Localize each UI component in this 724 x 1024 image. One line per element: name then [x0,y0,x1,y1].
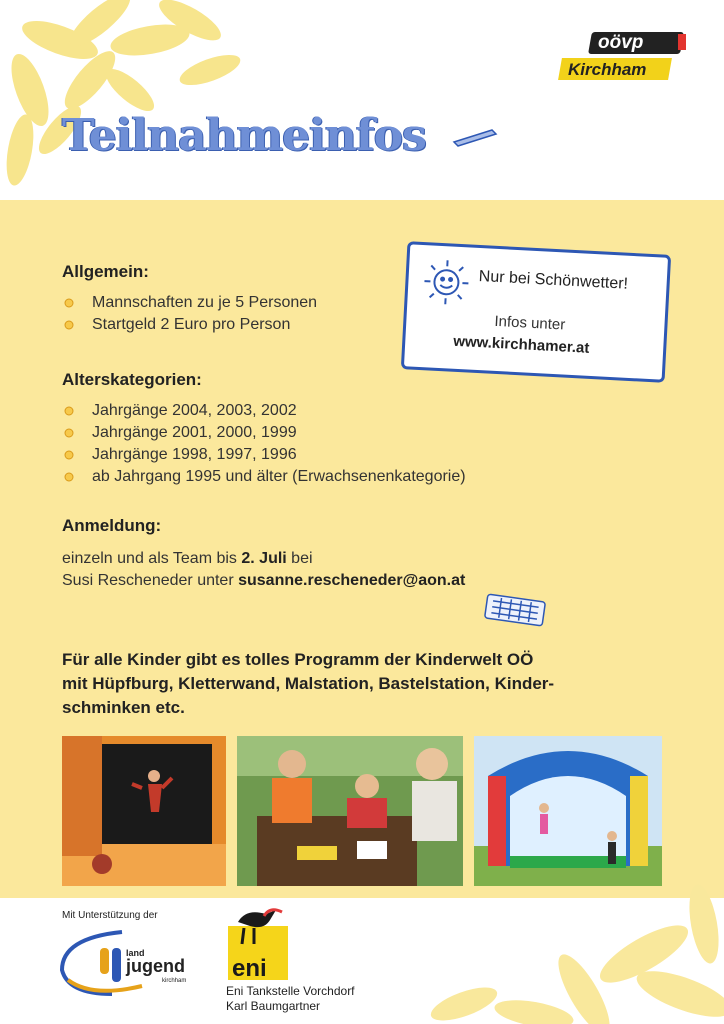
photo-craft-station [237,736,463,886]
flower-decoration-top [0,0,260,200]
age-heading: Alterskategorien: [62,370,202,389]
weather-note [401,241,671,383]
eni-logo [224,904,294,984]
photo-climbing-wall [62,736,226,886]
registration-text: einzeln und als Team bis 2. Juli bei Susi Rescheneder unter susanne.rescheneder@aon.at [62,550,466,589]
lj-name-text: jugend [126,956,185,976]
page-title: Teilnahmeinfos [62,110,426,161]
bullet-icon [64,472,74,482]
bullet-icon [64,450,74,460]
bullet-icon [64,320,74,330]
website-link[interactable]: www.kirchhamer.at [452,332,590,357]
weather-text: Nur bei Schönwetter! [478,267,629,293]
bullet-icon [64,406,74,416]
program-text: Für alle Kinder gibt es tolles Programm der Kinderwelt OÖ mit Hüpfburg, Kletterwand, Malstation, Bastelstation, Kinder- schminken etc. [62,650,555,717]
oevp-logo-text: oövp [598,32,644,53]
eni-text: eni [232,955,267,982]
general-heading: Allgemein: [62,262,149,281]
pen-icon [452,128,500,148]
age-list [62,400,466,488]
general-list [62,292,317,336]
info-label: Infos unter [494,312,566,334]
landjugend-logo [52,924,222,1000]
email-link[interactable]: susanne.rescheneder@aon.at [238,572,466,589]
eni-station-text: Eni Tankstelle Vorchdorf Karl Baumgartner [226,984,355,1013]
list-item: Jahrgänge 2001, 2000, 1999 [62,422,466,444]
oevp-kirchham-logo [560,30,690,84]
bullet-icon [64,298,74,308]
support-label: Mit Unterstützung der [62,910,158,921]
list-item: Jahrgänge 1998, 1997, 1996 [62,444,466,466]
sun-icon [421,257,471,307]
deadline: 2. Juli [241,550,287,567]
photo-bouncy-castle [474,736,662,886]
list-item: Mannschaften zu je 5 Personen [62,292,317,314]
lj-town-text: kirchham [162,978,187,984]
lj-land-text: land [126,948,145,958]
list-item: ab Jahrgang 1995 und älter (Erwachsenenkategorie) [62,466,466,488]
keyboard-icon [482,590,548,630]
bullet-icon [64,428,74,438]
list-item: Startgeld 2 Euro pro Person [62,314,317,336]
registration-heading: Anmeldung: [62,516,162,535]
kirchham-logo-text: Kirchham [568,60,647,79]
flower-decoration-bottom [384,884,724,1024]
list-item: Jahrgänge 2004, 2003, 2002 [62,400,466,422]
